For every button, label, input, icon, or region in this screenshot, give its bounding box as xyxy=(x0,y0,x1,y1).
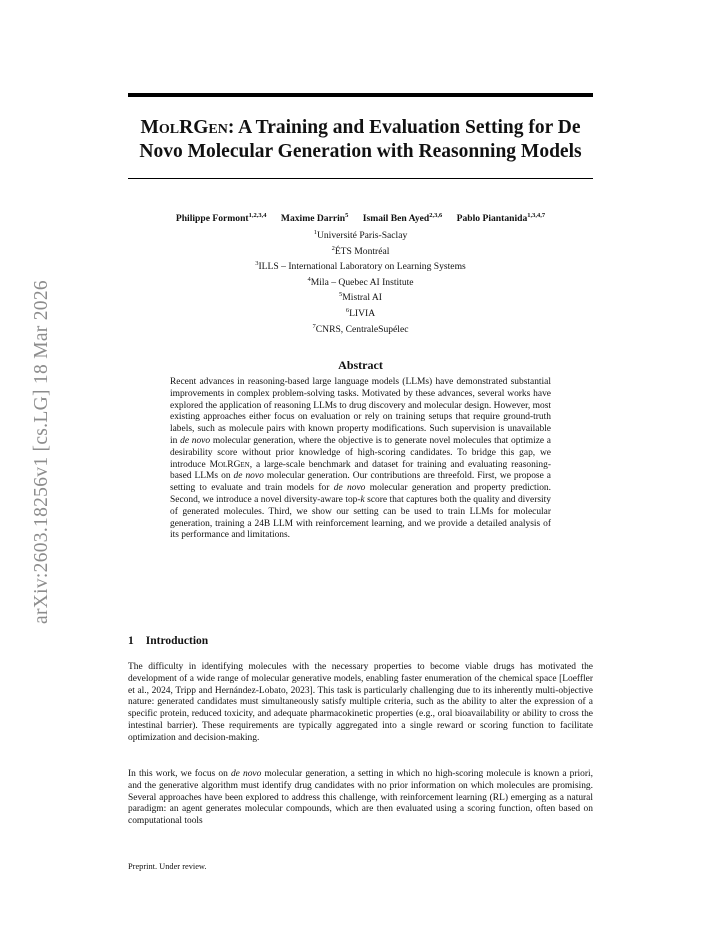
affiliation: $^2$ÉTS Montréal xyxy=(331,244,390,257)
affiliation: $^4$Mila – Quebec AI Institute xyxy=(307,275,414,288)
arxiv-stamp[interactable]: arXiv:2603.18256v1 [cs.LG] 18 Mar 2026 xyxy=(31,280,52,624)
affiliation: $^5$Mistral AI xyxy=(339,291,382,304)
affiliation-list xyxy=(128,227,593,336)
author: Ismail Ben Ayed$^{2,3,6}$ xyxy=(362,212,443,225)
affiliation: $^6$LIVIA xyxy=(345,306,376,320)
intro-paragraph-1: The difficulty in identifying molecules with the necessary properties to become viable drugs has motivated the development of a wide range of molecular generative models, enabling faster enumeration of the chemical space [Loeffler et al., 2024, Tripp and Hernández-Lobato, 2023]. This task is particularly challenging due to its inherently multi-objective nature: generated candidates must simultaneously satisfy multiple criteria, such as the ability to alter the expression of a specific protein, reduced toxicity, and adequate pharmacokinetic properties (e.g., oral bioavailability or ability to cross the intestinal barrier). These requirements are typically aggregated into a single reward or scoring function to facilitate optimization and decision-making. xyxy=(128,662,593,743)
author: Philippe Formont$^{1,2,3,4}$ xyxy=(175,212,267,225)
title-top-rule xyxy=(128,93,593,97)
affiliation: $^3$ILLS – International Laboratory on Learning Systems xyxy=(255,260,466,273)
title-brand: MolRGen xyxy=(140,117,228,138)
intro-paragraph-2: In this work, we focus on de novo molecular generation, a setting in which no high-scoring molecule is known a priori, and the generative algorithm must identify drug candidates with no prior information on which molecules are promising. Several approaches have been explored to address this challenge, with reinforcement learning (RL) emerging as a natural paradigm: an agent generates molecular compounds, which are then evaluated using a scoring function, often based on computational tools xyxy=(128,769,593,827)
section-title: Introduction xyxy=(145,635,209,647)
section-number: 1 xyxy=(128,635,134,647)
preprint-footer: Preprint. Under review. xyxy=(128,862,207,871)
author: Pablo Piantanida$^{1,3,4,7}$ xyxy=(456,212,546,225)
affiliation: $^7$CNRS, CentraleSupélec xyxy=(312,322,409,335)
affiliation: $^1$Université Paris-Saclay xyxy=(313,229,408,242)
abstract-heading: Abstract xyxy=(338,358,383,372)
author-list xyxy=(128,210,593,225)
paper-title xyxy=(128,116,593,164)
abstract-text: Recent advances in reasoning-based large language models (LLMs) have demonstrated substantial improvements in complex problem-solving tasks. Motivated by these advances, several works have explored the application of reasoning LLMs to drug discovery and molecular design. However, most existing approaches either focus on evaluation or rely on training setups that require ground-truth labels, such as molecule pairs with known property modifications. Such supervision is unavailable in de novo molecular generation, where the objective is to generate novel molecules that optimize a desirability score without prior knowledge of high-scoring candidates. To bridge this gap, we introduce MolRGen, a large-scale benchmark and dataset for training and evaluating reasoning-based LLMs on de novo molecular generation. Our contributions are threefold. First, we propose a setting to evaluate and train models for de novo molecular generation and property prediction. Second, we introduce a novel diversity-aware top-k score that captures both the quality and diversity of generated molecules. Third, we show our setting can be used to train LLMs for molecular generation, training a 24B LLM with reinforcement learning, and we provide a detailed analysis of its performance and limitations. xyxy=(170,377,552,541)
author: Maxime Darrin$^5$ xyxy=(280,212,349,225)
title-rest: : A Training and Evaluation Setting for De Novo Molecular Generation with Reasonning Models xyxy=(139,117,582,162)
title-bottom-rule xyxy=(128,178,593,179)
section-heading-introduction xyxy=(128,635,208,647)
